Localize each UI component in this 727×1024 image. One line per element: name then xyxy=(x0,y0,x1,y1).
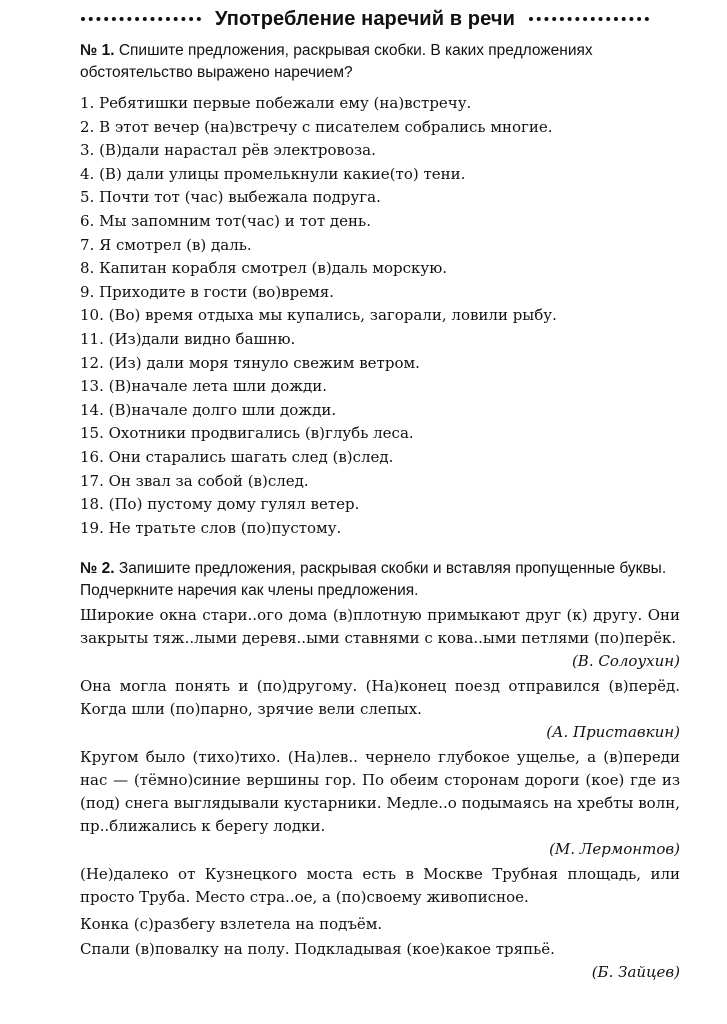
list-item: 12. (Из) дали моря тянуло свежим ветром. xyxy=(80,353,420,372)
paragraph: Конка (с)разбегу взлетела на подъём. xyxy=(80,915,383,933)
author-attribution: (Б. Зайцев) xyxy=(591,963,680,981)
task1-instruction: Спишите предложения, раскрывая скобки. В каких предложениях обстоятельство выражено наречием? xyxy=(80,42,593,81)
author-attribution: (В. Солоухин) xyxy=(571,652,680,670)
list-item: 3. (В)дали нарастал рёв электровоза. xyxy=(80,141,376,160)
list-item: 13. (В)начале лета шли дожди. xyxy=(80,377,328,396)
list-item: 5. Почти тот (час) выбежала подруга. xyxy=(80,188,381,207)
task1-number: № 1. xyxy=(80,42,115,59)
task2-heading xyxy=(80,558,680,602)
paragraph: (Не)далеко от Кузнецкого моста есть в Москве Трубная площадь, или просто Труба. Место стра..ое, а (по)своему живописное. xyxy=(80,865,680,906)
paragraph: Кругом было (тихо)тихо. (На)лев.. чернело глубокое ущелье, а (в)переди нас — (тёмно)синие вершины гор. По обеим сторонам дороги (кое) где из (под) снега выглядывали кустарники. Медле..о подымаясь на хребты волн, пр..ближались к берегу лодки. xyxy=(80,748,680,835)
list-item: 7. Я смотрел (в) даль. xyxy=(80,235,252,254)
list-item: 8. Капитан корабля смотрел (в)даль морскую. xyxy=(80,259,448,278)
list-item: 10. (Во) время отдыха мы купались, загорали, ловили рыбу. xyxy=(80,306,557,325)
list-item: 17. Он звал за собой (в)след. xyxy=(80,471,309,490)
task2-number: № 2. xyxy=(80,560,115,577)
paragraph: Спали (в)повалку на полу. Подкладывая (кое)какое тряпьё. xyxy=(80,940,555,958)
author-attribution: (М. Лермонтов) xyxy=(549,840,680,858)
list-item: 2. В этот вечер (на)встречу с писателем собрались многие. xyxy=(80,117,553,136)
page-header xyxy=(40,4,690,34)
task2-text xyxy=(80,604,680,984)
author-attribution: (А. Приставкин) xyxy=(546,723,680,741)
list-item: 9. Приходите в гости (во)время. xyxy=(80,282,334,301)
list-item: 18. (По) пустому дому гулял ветер. xyxy=(80,495,360,514)
task1-heading xyxy=(80,40,680,84)
paragraph: Широкие окна стари..ого дома (в)плотную примыкают друг (к) другу. Они закрыты тяж..лыми деревя..ыми ставнями с кова..ыми петлями (по)перёк. xyxy=(80,606,680,647)
list-item: 14. (В)начале долго шли дожди. xyxy=(80,400,337,419)
page-title: Употребление наречий в речи xyxy=(215,7,515,30)
task1-sentence-list xyxy=(80,92,680,540)
header-dots-right xyxy=(529,17,649,21)
list-item: 6. Мы запомним тот(час) и тот день. xyxy=(80,211,371,230)
paragraph: Она могла понять и (по)другому. (На)конец поезд отправился (в)перёд. Когда шли (по)парно, зрячие вели слепых. xyxy=(80,677,680,718)
list-item: 16. Они старались шагать след (в)след. xyxy=(80,447,394,466)
list-item: 11. (Из)дали видно башню. xyxy=(80,329,296,348)
task2-instruction: Запишите предложения, раскрывая скобки и вставляя пропущенные буквы. Подчеркните наречия как члены предложения. xyxy=(80,560,667,599)
header-dots-left xyxy=(81,17,201,21)
list-item: 1. Ребятишки первые побежали ему (на)встречу. xyxy=(80,94,472,112)
list-item: 15. Охотники продвигались (в)глубь леса. xyxy=(80,424,414,443)
list-item: 4. (В) дали улицы промелькнули какие(то) тени. xyxy=(80,164,466,183)
list-item: 19. Не тратьте слов (по)пустому. xyxy=(80,518,342,537)
